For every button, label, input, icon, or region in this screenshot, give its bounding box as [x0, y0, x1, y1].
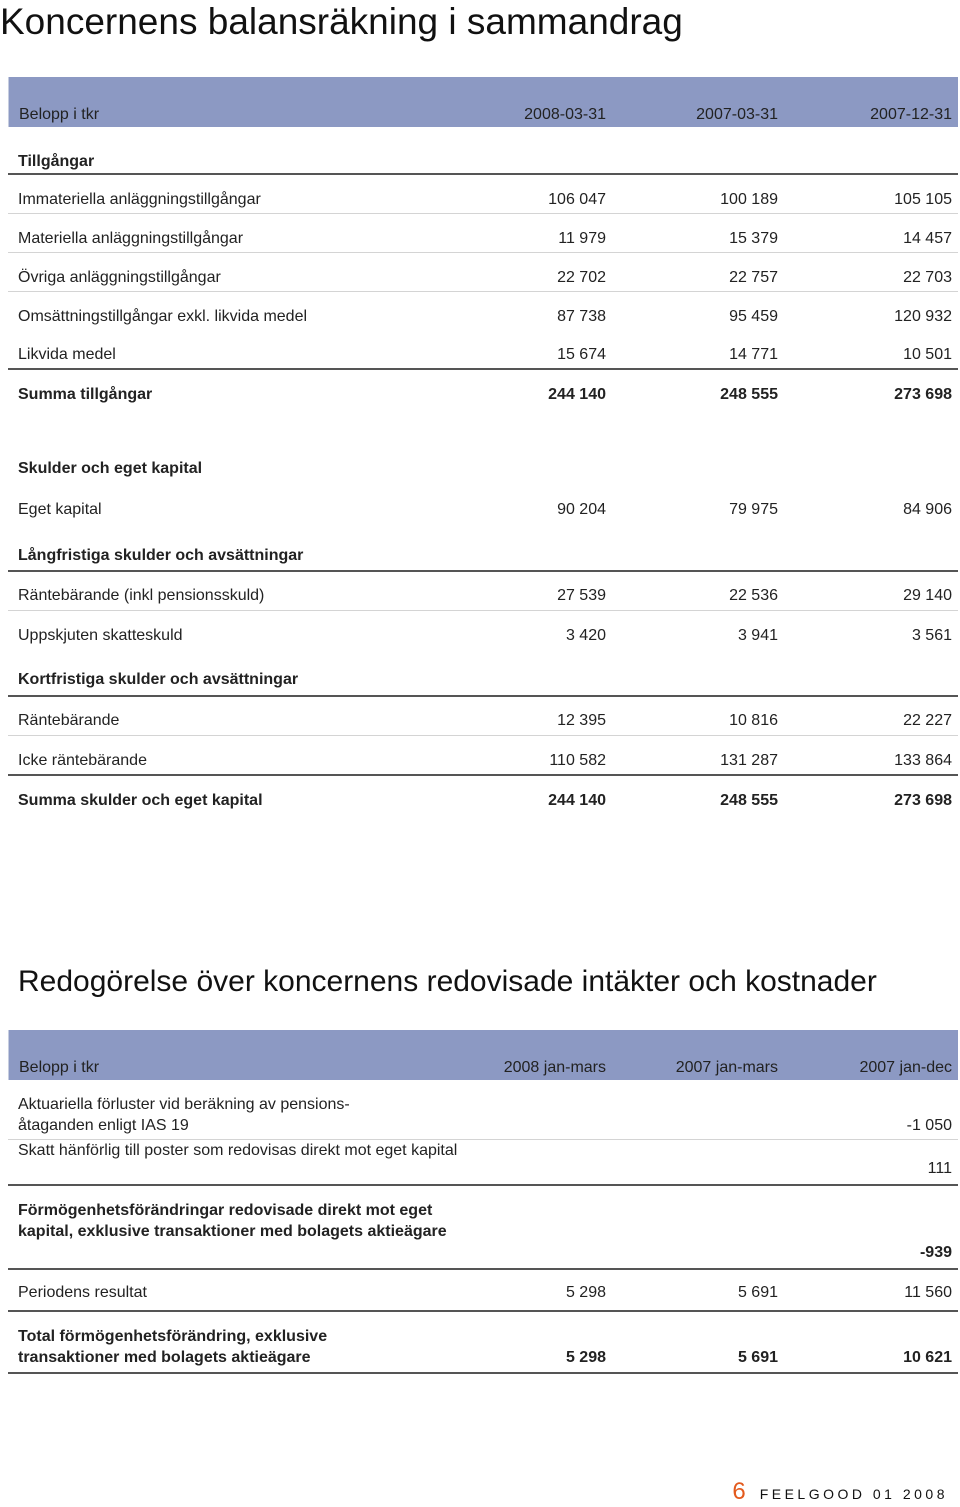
row-value-2: 95 459 — [729, 308, 778, 325]
table-row — [8, 292, 958, 330]
row-value-3: 105 105 — [894, 191, 952, 208]
row-label: Periodens resultat — [18, 1284, 147, 1301]
section-header-row — [8, 651, 958, 697]
row-value-2: 131 287 — [720, 752, 778, 769]
row-value-2: 248 555 — [720, 792, 778, 809]
table-row — [8, 175, 958, 214]
header-col-1: 2008-03-31 — [524, 106, 606, 123]
row-value-2: 14 771 — [729, 346, 778, 363]
table-row — [8, 214, 958, 253]
page-footer — [732, 1478, 948, 1506]
row-value-3: 84 906 — [903, 501, 952, 518]
row-label: Total förmögenhetsförändring, exklusive transaktioner med bolagets aktieägare — [18, 1328, 328, 1366]
table-row — [8, 1140, 958, 1186]
row-value-2: 3 941 — [737, 627, 778, 644]
row-value-1: 90 204 — [557, 501, 606, 518]
row-label: Övriga anläggningstillgångar — [18, 269, 221, 286]
row-label: Räntebärande — [18, 712, 120, 729]
row-value-3: 14 457 — [903, 230, 952, 247]
row-value-2: 100 189 — [720, 191, 778, 208]
row-label: Tillgångar — [18, 153, 95, 170]
row-value-1: 3 420 — [565, 627, 606, 644]
row-value-1: 12 395 — [557, 712, 606, 729]
row-value-2: 5 691 — [737, 1349, 778, 1366]
row-value-1: 27 539 — [557, 587, 606, 604]
total-row — [8, 776, 958, 816]
balance-sheet-title: Koncernens balansräkning i sammandrag — [0, 1, 683, 42]
row-label: Likvida medel — [18, 346, 116, 363]
row-value-3: 133 864 — [894, 752, 952, 769]
table-row — [8, 1080, 958, 1140]
row-value-1: 11 979 — [558, 230, 606, 247]
table-row — [8, 486, 958, 526]
row-value-3: 22 227 — [903, 712, 952, 729]
header-label: Belopp i tkr — [19, 106, 100, 123]
table-row — [8, 1270, 958, 1312]
row-value-3: 111 — [927, 1160, 952, 1177]
total-row — [8, 1312, 958, 1374]
row-value-3: 29 140 — [903, 587, 952, 604]
row-label: Kortfristiga skulder och avsättningar — [18, 671, 299, 688]
income-statement-table — [8, 1030, 958, 1374]
row-label: Skatt hänförlig till poster som redovisas direkt mot eget kapital — [18, 1142, 458, 1159]
section-header-row — [8, 410, 958, 486]
row-label: Eget kapital — [18, 501, 102, 518]
row-value-3: 10 621 — [903, 1349, 952, 1366]
row-label: Uppskjuten skatteskuld — [18, 627, 183, 644]
header-col-3: 2007 jan-dec — [859, 1059, 952, 1076]
page-number: 6 — [732, 1478, 746, 1505]
section-header-row — [8, 127, 958, 175]
row-value-3: 273 698 — [894, 792, 952, 809]
row-label: Aktuariella förluster vid beräkning av pensions- åtaganden enligt IAS 19 — [18, 1096, 350, 1134]
row-value-1: 106 047 — [548, 191, 606, 208]
row-value-1: 22 702 — [557, 269, 606, 286]
row-value-1: 244 140 — [548, 792, 606, 809]
row-value-3: 273 698 — [894, 386, 952, 403]
header-col-2: 2007-03-31 — [696, 106, 778, 123]
row-label: Långfristiga skulder och avsättningar — [18, 547, 304, 564]
table-row — [8, 611, 958, 651]
row-value-2: 5 691 — [737, 1284, 778, 1301]
row-label: Summa skulder och eget kapital — [18, 792, 263, 809]
row-value-2: 79 975 — [729, 501, 778, 518]
row-label: Skulder och eget kapital — [18, 460, 203, 477]
row-value-1: 5 298 — [565, 1284, 606, 1301]
header-col-3: 2007-12-31 — [870, 106, 952, 123]
row-value-2: 248 555 — [720, 386, 778, 403]
publication-name: FEELGOOD 01 2008 — [759, 1486, 948, 1502]
header-label: Belopp i tkr — [19, 1059, 100, 1076]
row-label: Förmögenhetsförändringar redovisade direkt mot eget kapital, exklusive transaktioner med bolagets aktieägare — [18, 1202, 447, 1240]
row-value-2: 10 816 — [729, 712, 778, 729]
table-row — [8, 697, 958, 736]
header-col-1: 2008 jan-mars — [503, 1059, 606, 1076]
row-value-1: 87 738 — [557, 308, 606, 325]
row-value-1: 15 674 — [557, 346, 606, 363]
row-value-1: 110 582 — [549, 752, 606, 769]
table-row — [8, 330, 958, 370]
table-header — [8, 1030, 958, 1080]
total-row — [8, 370, 958, 410]
row-value-1: 244 140 — [548, 386, 606, 403]
row-value-2: 22 757 — [729, 269, 778, 286]
table-row — [8, 572, 958, 611]
row-value-3: -1 050 — [906, 1117, 952, 1134]
row-label: Immateriella anläggningstillgångar — [18, 191, 261, 208]
row-value-3: 3 561 — [911, 627, 952, 644]
header-col-2: 2007 jan-mars — [675, 1059, 778, 1076]
row-value-3: 22 703 — [903, 269, 952, 286]
row-label: Icke räntebärande — [18, 752, 147, 769]
row-value-2: 22 536 — [729, 587, 778, 604]
row-label: Omsättningstillgångar exkl. likvida medel — [18, 308, 308, 325]
row-value-3: 10 501 — [903, 346, 952, 363]
row-value-2: 15 379 — [729, 230, 778, 247]
row-label: Materiella anläggningstillgångar — [18, 230, 244, 247]
row-value-3: 120 932 — [894, 308, 952, 325]
table-row — [8, 736, 958, 776]
row-value-1: 5 298 — [565, 1349, 606, 1366]
total-row — [8, 1186, 958, 1270]
income-statement-title: Redogörelse över koncernens redovisade intäkter och kostnader — [18, 965, 877, 998]
table-header — [8, 77, 958, 127]
section-header-row — [8, 526, 958, 572]
table-row — [8, 253, 958, 292]
row-label: Räntebärande (inkl pensionsskuld) — [18, 587, 265, 604]
row-label: Summa tillgångar — [18, 386, 153, 403]
row-value-3: 11 560 — [904, 1284, 952, 1301]
row-value-3: -939 — [919, 1244, 952, 1261]
balance-sheet-table — [8, 77, 958, 816]
